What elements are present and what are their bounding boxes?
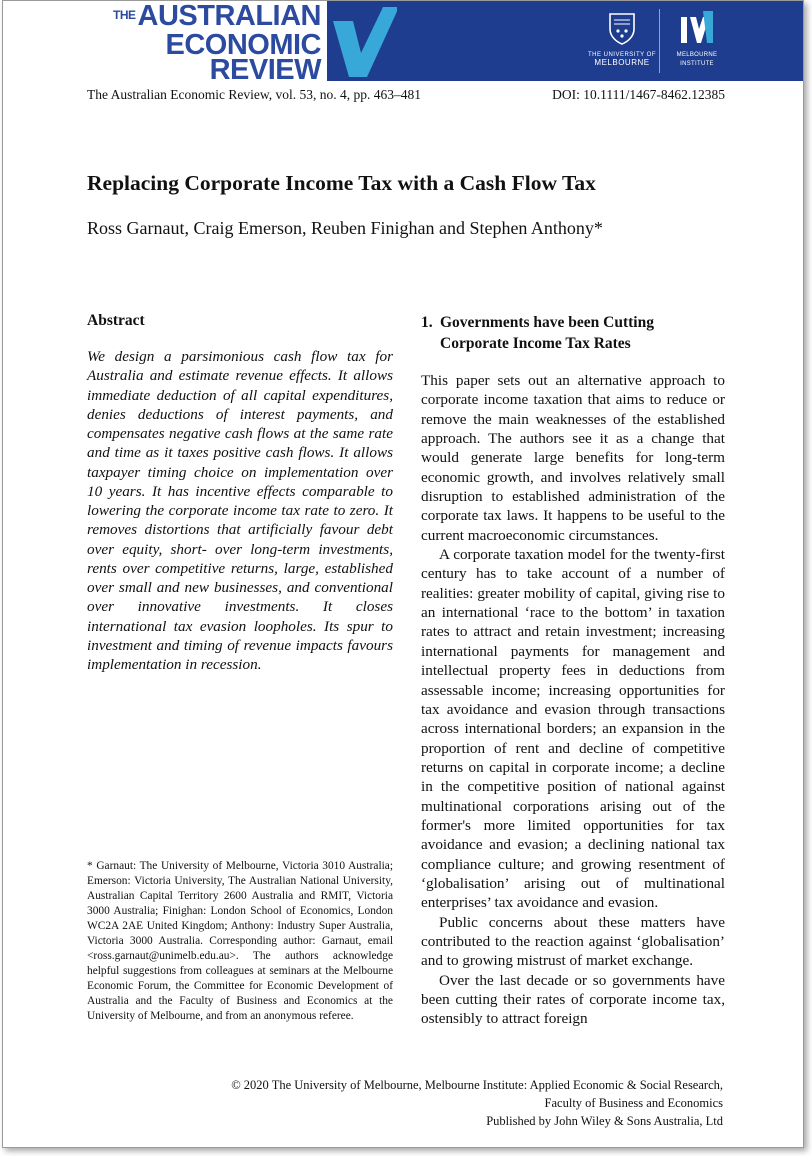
journal-logo [87,0,327,86]
logo-line-1: AUSTRALIAN [137,0,321,32]
section-1-heading [421,312,725,354]
paragraph-2: A corporate taxation model for the twenty-first century has to take account of a number of realities: greater mobility of capital, giving rise to an international ‘race to the bottom’ in taxation rates to attract and retain investment; increasing international payments for management and intellectual property fees in deductions from assessable income; increasing opportunities for tax avoidance and evasion through transactions across international borders; an expansion in the proportion of rent and decline of competitive returns on capital in corporate income; a decline in the competitive position of national against multinational corporations arising out of the former's more limited opportunities for tax avoidance and evasion; a declining national tax compliance culture; and growing resentment of ‘globalisation’ arising out of multinational enterprises’ tax avoidance and evasion. [421,546,725,912]
copyright-line-2: Faculty of Business and Economics [544,1096,723,1110]
crest-icon [607,11,637,45]
logo-the: THE [113,8,136,22]
article-authors: Ross Garnaut, Craig Emerson, Reuben Finighan and Stephen Anthony* [87,218,603,238]
abstract-heading: Abstract [87,312,145,329]
paragraph-4: Over the last decade or so governments have been cutting their rates of corporate income tax, ostensibly to attract foreign [421,971,725,1028]
masthead-banner [87,0,804,86]
checkmark-icon [327,1,397,81]
university-label-big: MELBOURNE [594,58,650,67]
journal-citation: The Australian Economic Review, vol. 53, no. 4, pp. 463–481 [87,87,421,102]
copyright-line-1: © 2020 The University of Melbourne, Melbourne Institute: Applied Economic & Social Research, [231,1078,723,1092]
section-title: Governments have been Cutting Corporate Income Tax Rates [440,314,654,352]
logo-line-3: REVIEW [209,54,321,86]
melbourne-institute-icon [677,9,717,45]
institute-label-1: MELBOURNE [676,52,718,58]
left-column [87,312,393,674]
paper-page [2,0,804,1148]
melbourne-institute-logo [667,9,727,73]
paragraph-3: Public concerns about these matters have contributed to the reaction against ‘globalisation’ and to growing mistrust of market exchange. [421,913,725,970]
logo-line-2: ECONOMIC [165,29,321,61]
header-divider [659,9,660,73]
university-of-melbourne-logo [585,11,659,71]
copyright-notice [83,1076,723,1130]
right-column [421,312,725,1029]
author-footnote: * Garnaut: The University of Melbourne, Victoria 3010 Australia; Emerson: Victoria University, The Australian National University, Australian Capital Territory 2600 Australia and RMIT, Victoria 3000 Australia; Finighan: London School of Economics, London WC2A 2AE United Kingdom; Anthony: Industry Super Australia, Victoria 3000 Australia. Corresponding author: Garnaut, email <ross.garnaut@unimelb.edu.au>. The authors acknowledge helpful suggestions from colleagues at seminars at the Melbourne Economic Forum, the Committee for Economic Development of Australia and the Faculty of Business and Economics at the University of Melbourne, and from an anonymous referee. [87,860,393,1023]
university-label-small: THE UNIVERSITY OF [587,52,657,58]
article-title: Replacing Corporate Income Tax with a Cash Flow Tax [87,171,596,195]
doi-link[interactable]: DOI: 10.1111/1467-8462.12385 [552,87,725,102]
copyright-line-3: Published by John Wiley & Sons Australia, Ltd [486,1114,723,1128]
abstract-text: We design a parsimonious cash flow tax for Australia and estimate revenue effects. It allows immediate deduction of all capital expenditures, denies deductions of interest payments, and compensates negative cash flows at the same rate and time as it taxes positive cash flows. It allows taxpayer timing choice on implementation over 10 years. It has incentive effects comparable to lowering the corporate income tax rate to zero. It removes distortions that artificially favour debt over equity, short- over long-term investments, rents over competitive returns, large, established over small and new businesses, and conventional over innovative investments. It closes international tax evasion loopholes. Its spur to investment and timing of revenue impacts favours implementation in recession. [87,348,393,673]
paragraph-1: This paper sets out an alternative approach to corporate income taxation that aims to reduce or remove the main weaknesses of the established approach. The authors see it as a change that would generate large benefits for long-term economic growth, and involves relatively small disruption to established administration of the corporate tax laws. It happens to be useful to the current macroeconomic circumstances. [421,372,725,544]
institute-label-2: INSTITUTE [680,61,714,67]
section-number: 1. [421,314,433,331]
